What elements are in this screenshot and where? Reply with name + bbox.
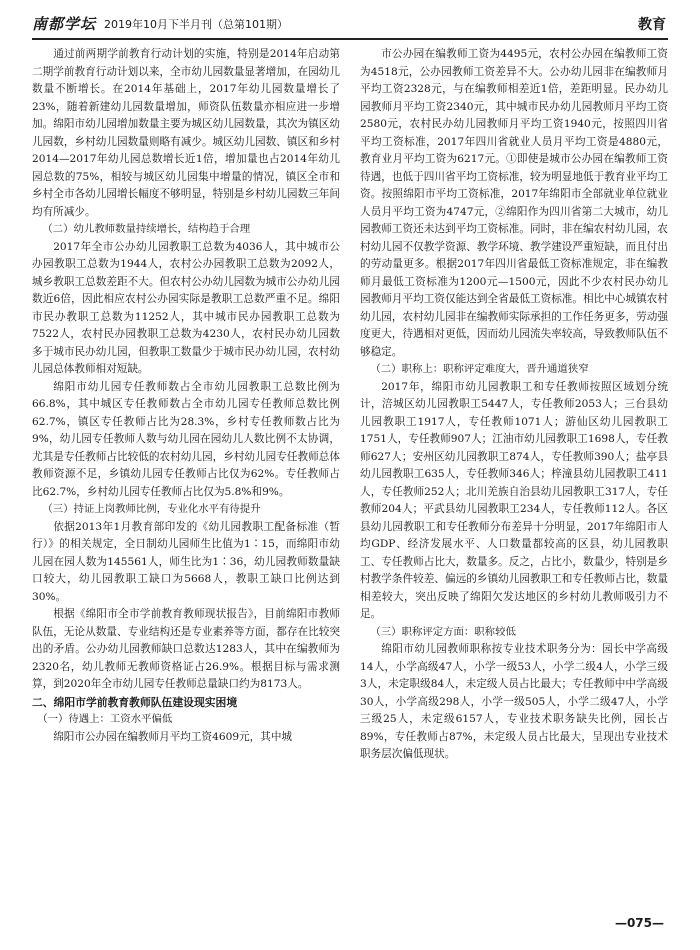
paragraph: 绵阳市公办园在编教师月平均工资4609元，其中城: [53, 730, 293, 743]
paragraph: 绵阳市幼儿园教师职称按专业技术职务分为：园长中学高级14人，小学高级47人，小学一级53人，小学二级4人，小学三级3人，未定职级84人，未定级人员占比最大；专任教师中中学高级30人，小学高级298人，小学一级505人，小学二级47人，小学三级25人，未定级6157人，专业技术职务缺失比例，园长占89%，专任教师占87%，未定级人员占比最大，呈现出专业技术职务层次偏低现状。: [360, 643, 668, 760]
subsection-heading: （二）职称上：职称评定难度大，晋升通道狭窄: [370, 363, 589, 375]
subsection-heading: （二）幼儿教师数量持续增长，结构趋于合理: [42, 223, 251, 235]
left-column: [32, 46, 340, 906]
paragraph: 通过前两期学前教育行动计划的实施，特别是2014年启动第二期学前教育行动计划以来，全市幼儿园数量显著增加，在园幼儿数量不断增长。在2014年基础上，2017年幼儿园数量增长了23%，随着新建幼儿园数量增加，师资队伍数量亦相应进一步增加。绵阳市幼儿园增加数量主要为城区幼儿园数量，其次为镇区幼儿园数，乡村幼儿园数量则略有减少。城区幼儿园数、镇区和乡村2014—2017年幼儿园总数增长近1倍，增加量也占2014年幼儿园总数的75%，相较与城区幼儿园集中增量的情况，镇区全市和乡村全市各幼儿园增长幅度不够明显，特别是乡村幼儿园数三年间均有所减少。: [32, 48, 340, 218]
paragraph: 2017年，绵阳市幼儿园教职工和专任教师按照区域划分统计，涪城区幼儿园教职工5447人，专任教师2053人；三台县幼儿园教职工1917人，专任教师1071人；游仙区幼儿园教职工1751人，专任教师907人；江油市幼儿园教职工1698人，专任教师627人；安州区幼儿园教职工874人，专任教师390人；盐亭县幼儿园教职工635人，专任教师346人；梓潼县幼儿园教职工411人，专任教师252人；北川羌族自治县幼儿园教职工317人，专任教师204人；平武县幼儿园教职工234人，专任教师112人。各区县幼儿园教职工和专任教师分布差异十分明显，2017年绵阳市人均GDP、经济发展水平、人口数量都较高的区县，幼儿园教职工、专任教师占比大，数量多。反之，占比小，数量少，特别是乡村教学条件较差、偏远的乡镇幼儿园教职工和专任教师占比，数量相差较大，突出反映了绵阳欠发达地区的乡村幼儿教师吸引力不足。: [360, 380, 668, 620]
page-number: —075—: [614, 916, 664, 930]
journal-issue: 2019年10月下半月刊（总第101期）: [104, 18, 288, 31]
paragraph: 2017年全市公办幼儿园教职工总数为4036人，其中城市公办园教职工总数为1944人，农村公办园教职工总数为2092人，城乡教职工总数差距不大。但农村公办幼儿园数为城市公办幼儿园数近6倍，因此相应农村公办园实际是教职工总数严重不足。绵阳市民办教职工总数为11252人，其中城市民办园教职工总数为7522人，农村民办园教职工总数为4230人，农村民办幼儿园数多于城市民办幼儿园，但教职工数量少于城市民办幼儿园，农村幼儿园总体教师相对短缺。: [32, 240, 340, 375]
subsection-heading: （三）职称评定方面：职称较低: [370, 625, 516, 638]
paragraph: 市公办园在编教师工资为4495元，农村公办园在编教师工资为4518元，公办园教师工资差异不大。公办幼儿园非在编教师月平均工资2328元，与在编教师相差近1倍，差距明显。民办幼儿园教师月平均工资2340元，其中城市民办幼儿园教师月平均工资2580元，农村民办幼儿园教师月平均工资1940元，按照四川省平均工资标准，2017年四川省就业人员月平均工资是4880元，教育业月平均工资为6217元。①即使是城市公办园在编教师工资待遇，也低于四川省平均工资标准，较为明显地低于教育业平均工资。按照绵阳市平均工资标准，2017年绵阳市全部就业单位就业人员月平均工资为4747元，②绵阳作为四川省第二大城市，幼儿园教师工资还未达到平均工资标准。同时，非在编农村幼儿园，农村幼儿园不仅教学资源、教学环境、教学建设严重短缺，而且付出的劳动量更多。根据2017年四川省最低工资标准规定，非在编教师月最低工资标准为1200元—1500元，因此不少农村民办幼儿园教师月平均工资仅能达到全省最低工资标准。相比中心城镇农村幼儿园，农村幼儿园非在编教师实际承担的工作任务更多，劳动强度更大，待遇相对更低，因而幼儿园流失率较高，导致教师队伍不够稳定。: [360, 48, 668, 358]
right-column: [360, 46, 668, 906]
paragraph: 根据《绵阳市全市学前教育教师现状报告》，目前绵阳市教师队伍，无论从数量、专业结构还是专业素养等方面，都存在比较突出的矛盾。公办幼儿园教师缺口总数达1283人，其中在编教师为2320名，幼儿教师无教师资格证占26.9%。根据目标与需求测算，到2020年全市幼儿园专任教师总量缺口约为8173人。: [32, 608, 340, 690]
subsection-heading: （一）待遇上：工资水平偏低: [37, 713, 173, 725]
section-tag: 教育: [638, 17, 666, 33]
subsection-heading: （三）持证上岗教师比例，专业化水平有待提升: [42, 503, 261, 515]
journal-logo: 南都学坛: [32, 15, 97, 33]
section-heading: 二、绵阳市学前教育教师队伍建设现实困境: [32, 695, 238, 709]
article-body: [32, 46, 668, 906]
paragraph: 依据2013年1月教育部印发的《幼儿园教职工配备标准（暂行）》的相关规定，全日制幼儿园师生比值为1∶15，而绵阳市幼儿园在园人数为145561人，师生比为1∶36，幼儿园教师数量缺口较大，幼儿园教职工缺口为5668人，教职工缺口比例达到30%。: [32, 520, 340, 603]
page-header: [32, 10, 668, 40]
paragraph: 绵阳市幼儿园专任教师数占全市幼儿园教职工总数比例为66.8%，其中城区专任教师数占全市幼儿园专任教师总数比例62.7%，镇区专任教师占比为28.3%，乡村专任教师数占比为9%，幼儿园专任教师人数与幼儿园在园幼儿人数比例不太协调，尤其是专任教师占比较低的农村幼儿园，乡村幼儿园专任教师总体教师资源不足，乡镇幼儿园专任教师占比仅为62%。专任教师占比62.7%，乡村幼儿园专任教师占比仅为5.8%和9%。: [32, 380, 340, 498]
